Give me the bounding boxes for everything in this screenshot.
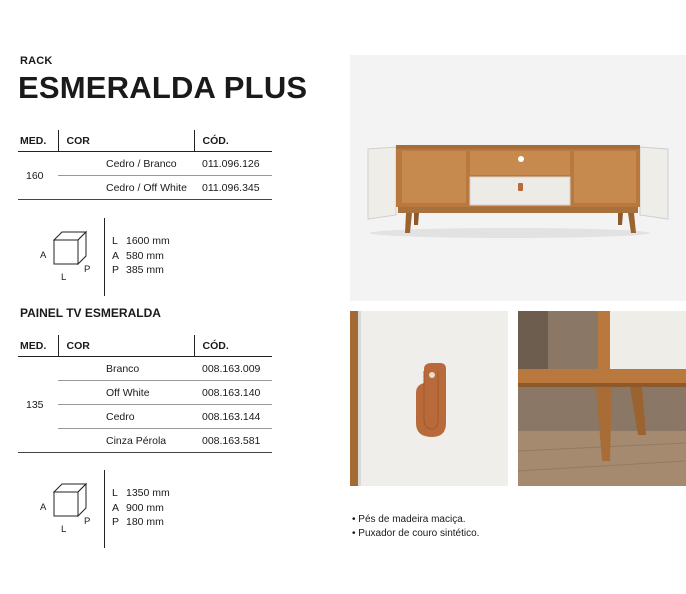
cube-label-p: P bbox=[84, 516, 91, 527]
painel-med: 135 bbox=[18, 357, 58, 453]
table-row bbox=[18, 357, 272, 381]
dim-height: 900 mm bbox=[126, 501, 164, 514]
list-item: • Puxador de couro sintético. bbox=[352, 528, 480, 539]
dim-depth: 180 mm bbox=[126, 516, 164, 528]
divider bbox=[104, 218, 105, 296]
header-cor: COR bbox=[58, 130, 194, 152]
table-cell-cod: 008.163.140 bbox=[194, 381, 272, 405]
table-cell-cod: 008.163.581 bbox=[194, 429, 272, 453]
dim-depth: 385 mm bbox=[126, 264, 164, 276]
dim-length: 1600 mm bbox=[126, 235, 170, 247]
feature-list bbox=[352, 513, 479, 541]
table-cell-cor: Cedro bbox=[58, 405, 194, 429]
table-row bbox=[18, 152, 272, 176]
cube-label-l: L bbox=[61, 524, 67, 535]
table-cell-cor: Cedro / Off White bbox=[58, 176, 194, 200]
rack-product-photo bbox=[350, 55, 686, 301]
dim-height: 580 mm bbox=[126, 249, 164, 262]
rack-med: 160 bbox=[18, 152, 58, 200]
painel-spec-table bbox=[18, 335, 272, 453]
rack-spec-table bbox=[18, 130, 272, 200]
cube-label-a: A bbox=[40, 250, 47, 261]
table-cell-cor: Off White bbox=[58, 381, 194, 405]
divider bbox=[104, 470, 105, 548]
dim-length: 1350 mm bbox=[126, 487, 170, 499]
table-header-row bbox=[18, 130, 272, 152]
rack-dimensions: L 1600 mm A 580 mm P 385 mm bbox=[112, 235, 170, 276]
section-title-painel: PAINEL TV ESMERALDA bbox=[20, 306, 161, 320]
painel-dimensions: L 1350 mm A 900 mm P 180 mm bbox=[112, 487, 170, 528]
header-cod: CÓD. bbox=[194, 130, 272, 152]
dimension-cube-icon bbox=[52, 230, 90, 266]
table-cell-cor: Cinza Pérola bbox=[58, 429, 194, 453]
handle-detail-photo bbox=[350, 311, 508, 486]
cube-label-l: L bbox=[61, 272, 67, 283]
list-item: • Pés de madeira maciça. bbox=[352, 514, 466, 525]
table-cell-cod: 011.096.345 bbox=[194, 176, 272, 200]
leg-detail-photo bbox=[518, 311, 686, 486]
header-cor: COR bbox=[58, 335, 194, 357]
table-cell-cod: 008.163.009 bbox=[194, 357, 272, 381]
table-cell-cor: Branco bbox=[58, 357, 194, 381]
product-title: ESMERALDA PLUS bbox=[18, 70, 308, 105]
dimension-cube-icon bbox=[52, 482, 90, 518]
header-cod: CÓD. bbox=[194, 335, 272, 357]
table-cell-cor: Cedro / Branco bbox=[58, 152, 194, 176]
header-med: MED. bbox=[18, 130, 58, 152]
cube-label-p: P bbox=[84, 264, 91, 275]
header-med: MED. bbox=[18, 335, 58, 357]
table-cell-cod: 011.096.126 bbox=[194, 152, 272, 176]
table-cell-cod: 008.163.144 bbox=[194, 405, 272, 429]
product-category: RACK bbox=[20, 55, 53, 67]
cube-label-a: A bbox=[40, 502, 47, 513]
table-header-row bbox=[18, 335, 272, 357]
